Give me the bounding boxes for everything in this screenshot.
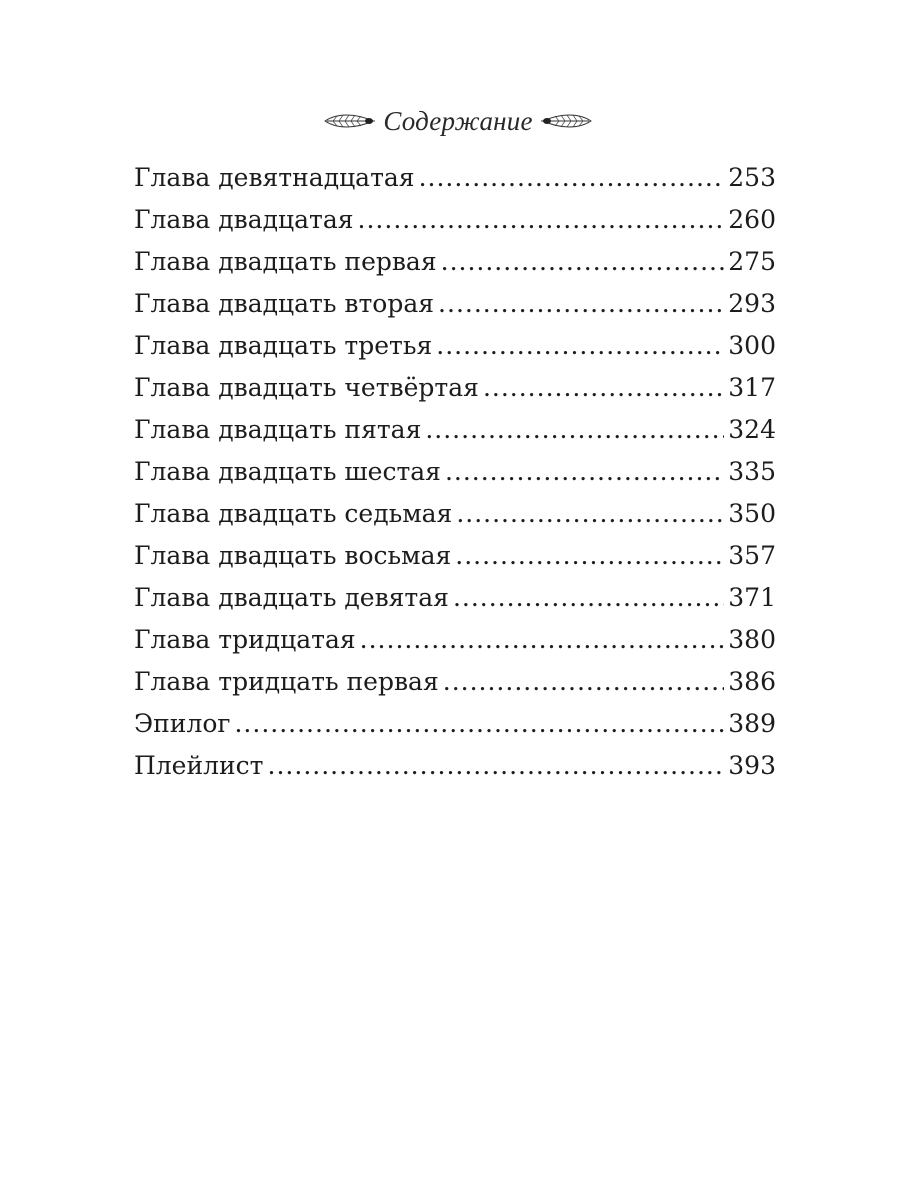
toc-entry-page: 386 (728, 667, 776, 696)
toc-entry (134, 535, 776, 577)
toc-entry-title: Глава двадцать восьмая (134, 541, 452, 570)
toc-entry-page: 275 (728, 247, 776, 276)
toc-entry-page: 350 (728, 499, 776, 528)
dot-leader (234, 703, 724, 745)
toc-entry-title: Глава двадцать первая (134, 247, 437, 276)
dot-leader (443, 661, 725, 703)
dot-leader (268, 745, 725, 787)
toc-entry (134, 409, 776, 451)
toc-entry-title: Эпилог (134, 709, 231, 738)
dot-leader (358, 199, 725, 241)
toc-entry-page: 260 (728, 205, 776, 234)
toc-entry-page: 389 (728, 709, 776, 738)
toc-entry-title: Глава двадцать шестая (134, 457, 441, 486)
toc-entry-title: Глава двадцатая (134, 205, 354, 234)
dot-leader (436, 325, 724, 367)
toc-entry-title: Глава тридцатая (134, 625, 356, 654)
toc-entry-page: 293 (728, 289, 776, 318)
toc-entry (134, 661, 776, 703)
toc-entry-title: Глава двадцать третья (134, 331, 433, 360)
toc-entry-title: Плейлист (134, 751, 264, 780)
toc-entry-page: 317 (728, 373, 776, 402)
toc-entry (134, 745, 776, 787)
toc-entry-page: 393 (728, 751, 776, 780)
toc-entry-title: Глава двадцать пятая (134, 415, 422, 444)
dot-leader (456, 493, 724, 535)
toc-entry-title: Глава двадцать седьмая (134, 499, 453, 528)
toc-entry-page: 324 (728, 415, 776, 444)
feather-ornament-right-icon (537, 110, 593, 132)
toc-entry (134, 619, 776, 661)
toc-entry-page: 357 (728, 541, 776, 570)
dot-leader (455, 535, 724, 577)
dot-leader (425, 409, 724, 451)
dot-leader (483, 367, 724, 409)
dot-leader (445, 451, 724, 493)
toc-entry-page: 335 (728, 457, 776, 486)
toc-entry-title: Глава двадцать вторая (134, 289, 435, 318)
toc-entry-title: Глава двадцать четвёртая (134, 373, 479, 402)
toc-entry (134, 199, 776, 241)
table-of-contents (134, 157, 776, 787)
toc-entry (134, 703, 776, 745)
toc-entry-title: Глава тридцать первая (134, 667, 439, 696)
toc-entry (134, 367, 776, 409)
contents-heading (340, 100, 576, 142)
toc-entry (134, 157, 776, 199)
toc-entry-title: Глава двадцать девятая (134, 583, 449, 612)
contents-title: Содержание (383, 105, 533, 136)
dot-leader (438, 283, 724, 325)
toc-entry-page: 371 (728, 583, 776, 612)
dot-leader (360, 619, 725, 661)
toc-entry (134, 283, 776, 325)
toc-entry-page: 300 (728, 331, 776, 360)
toc-entry (134, 493, 776, 535)
dot-leader (453, 577, 724, 619)
dot-leader (441, 241, 725, 283)
toc-entry-page: 253 (728, 163, 776, 192)
toc-entry (134, 325, 776, 367)
toc-entry-page: 380 (728, 625, 776, 654)
toc-entry-title: Глава девятнадцатая (134, 163, 415, 192)
toc-entry (134, 241, 776, 283)
feather-ornament-left-icon (323, 110, 379, 132)
toc-entry (134, 577, 776, 619)
dot-leader (419, 157, 725, 199)
toc-entry (134, 451, 776, 493)
